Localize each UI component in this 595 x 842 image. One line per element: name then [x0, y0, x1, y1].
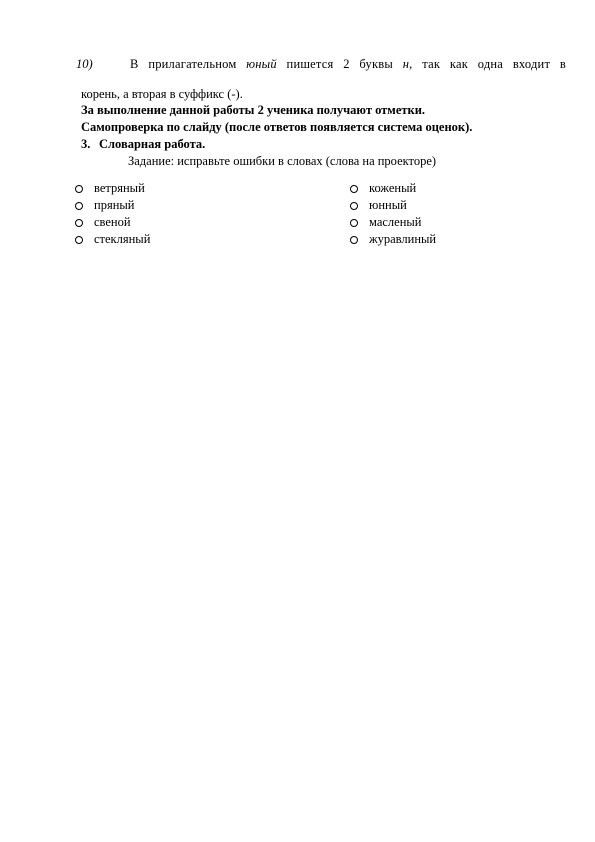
item-10-text-part3: , так как одна входит в — [409, 57, 566, 71]
list-item — [349, 214, 436, 231]
item-10-text-part2: пишется 2 буквы — [276, 57, 403, 71]
word-text: юнный — [369, 198, 407, 212]
list-item — [349, 231, 436, 248]
word-text: ветряный — [94, 181, 145, 195]
section-3-heading — [81, 137, 205, 152]
list-item — [349, 197, 436, 214]
item-10-text — [130, 57, 566, 72]
list-item — [74, 231, 150, 248]
list-item — [74, 197, 150, 214]
word-text: масленый — [369, 215, 422, 229]
word-text: коженый — [369, 181, 417, 195]
word-list-left — [74, 180, 150, 248]
circle-bullet-icon — [75, 185, 83, 193]
circle-bullet-icon — [75, 236, 83, 244]
item-10-text-part1: В прилагательном — [130, 57, 247, 71]
item-10-continuation: корень, а вторая в суффикс (-). — [81, 87, 243, 101]
note-grades: За выполнение данной работы 2 ученика получают отметки. — [81, 103, 426, 117]
item-10-number: 10) — [76, 57, 93, 71]
circle-bullet-icon — [350, 219, 358, 227]
circle-bullet-icon — [75, 219, 83, 227]
list-item — [349, 180, 436, 197]
item-10-word-italic: юный — [246, 57, 277, 71]
section-3-title: Словарная работа. — [99, 137, 206, 151]
item-10-letter-italic: н — [402, 57, 410, 71]
circle-bullet-icon — [350, 236, 358, 244]
word-text: свеной — [94, 215, 131, 229]
word-text: журавлиный — [369, 232, 437, 246]
circle-bullet-icon — [350, 202, 358, 210]
word-text: пряный — [94, 198, 135, 212]
task-instruction: Задание: исправьте ошибки в словах (слова на проекторе) — [128, 154, 437, 168]
note-self-check: Самопроверка по слайду (после ответов появляется система оценок). — [81, 120, 473, 134]
word-list-right — [349, 180, 436, 248]
word-text: стекляный — [94, 232, 151, 246]
circle-bullet-icon — [350, 185, 358, 193]
list-item — [74, 180, 150, 197]
list-item — [74, 214, 150, 231]
item-10-first-line — [76, 57, 566, 72]
section-3-number: 3. — [81, 137, 91, 151]
circle-bullet-icon — [75, 202, 83, 210]
